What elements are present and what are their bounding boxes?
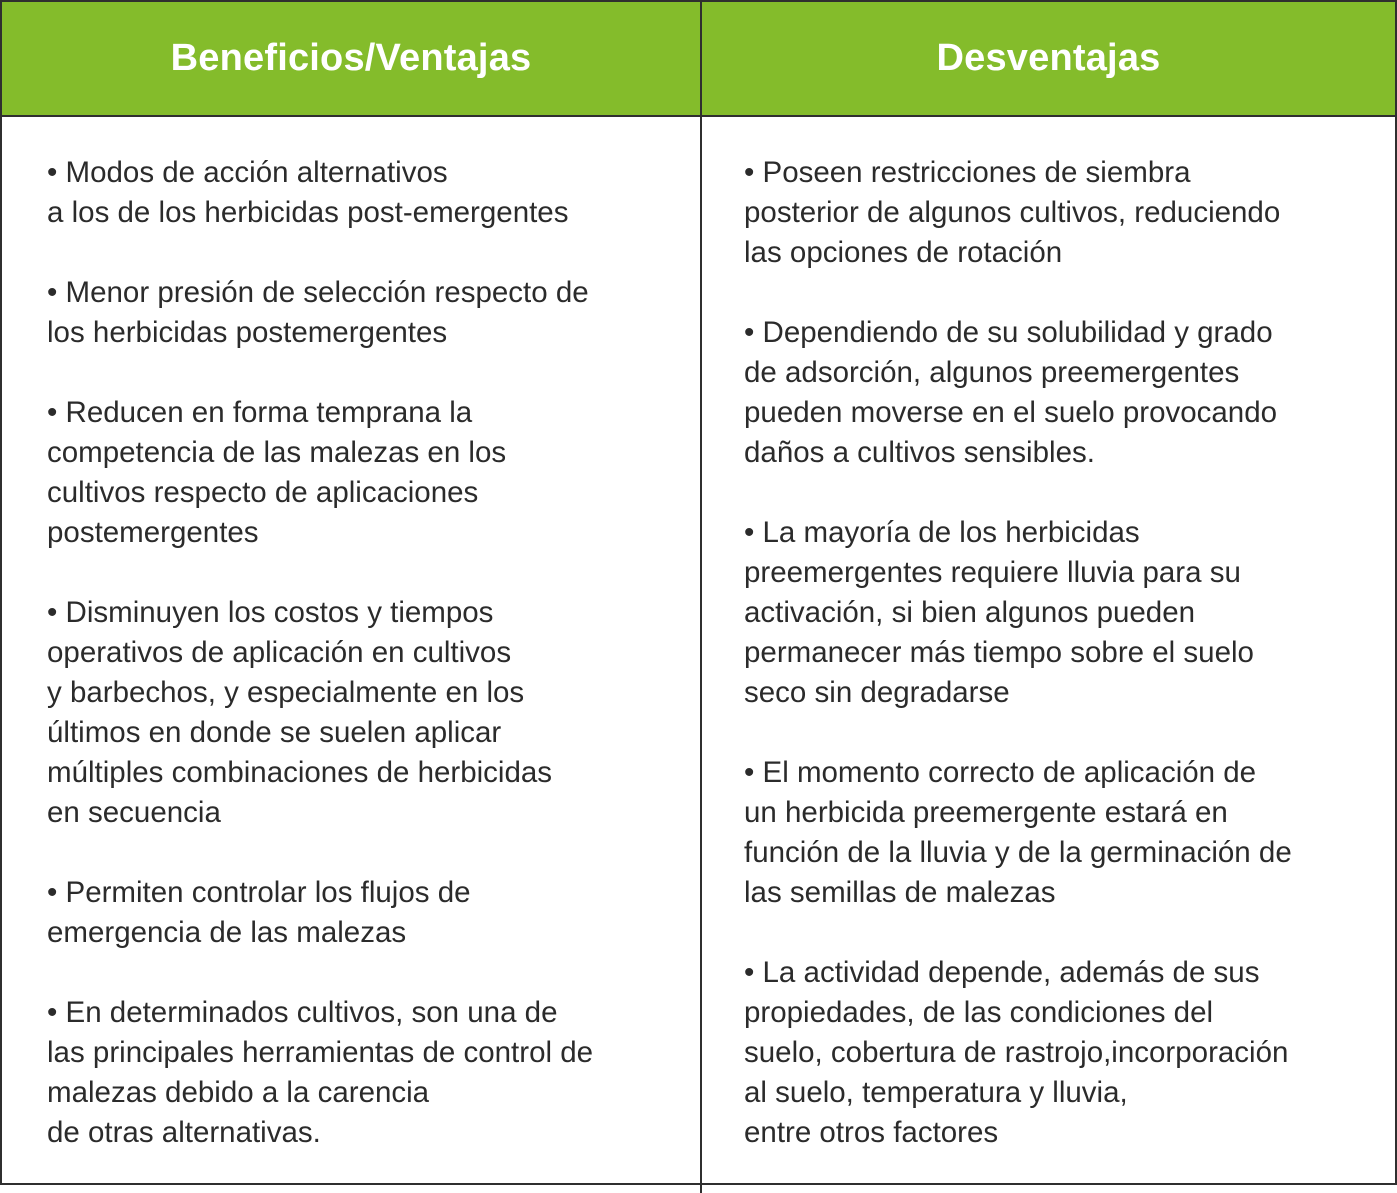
list-item-line: • Reducen en forma temprana la: [47, 396, 473, 429]
list-item-line: • Poseen restricciones de siembra: [744, 156, 1191, 189]
list-item-line: en secuencia: [47, 796, 221, 829]
list-item-line: a los de los herbicidas post-emergentes: [47, 196, 569, 229]
list-item-line: • La actividad depende, además de sus: [744, 956, 1260, 989]
list-item: [47, 273, 680, 353]
list-item-line: función de la lluvia y de la germinación de: [744, 836, 1292, 869]
header-benefits: Beneficios/Ventajas: [2, 2, 702, 117]
list-item: [744, 953, 1375, 1153]
header-disadvantages: Desventajas: [702, 2, 1395, 117]
list-item: [47, 153, 680, 233]
list-item-line: de adsorción, algunos preemergentes: [744, 356, 1240, 389]
list-item: [744, 513, 1375, 713]
list-item-line: • En determinados cultivos, son una de: [47, 996, 558, 1029]
list-item-line: propiedades, de las condiciones del: [744, 996, 1214, 1029]
list-item: [47, 393, 680, 553]
list-item-line: las semillas de malezas: [744, 876, 1056, 909]
list-item-line: • Menor presión de selección respecto de: [47, 276, 589, 309]
list-item-line: daños a cultivos sensibles.: [744, 436, 1095, 469]
list-item-line: emergencia de las malezas: [47, 916, 407, 949]
list-item-line: cultivos respecto de aplicaciones: [47, 476, 479, 509]
list-item-line: postemergentes: [47, 516, 259, 549]
list-item-line: las opciones de rotación: [744, 236, 1063, 269]
list-item-line: • Disminuyen los costos y tiempos: [47, 596, 494, 629]
list-item-line: • El momento correcto de aplicación de: [744, 756, 1257, 789]
list-item-line: • Permiten controlar los flujos de: [47, 876, 471, 909]
list-item-line: al suelo, temperatura y lluvia,: [744, 1076, 1128, 1109]
list-item-line: permanecer más tiempo sobre el suelo: [744, 636, 1254, 669]
list-item-line: los herbicidas postemergentes: [47, 316, 448, 349]
list-item: [744, 313, 1375, 473]
list-item-line: suelo, cobertura de rastrojo,incorporación: [744, 1036, 1289, 1069]
list-item: [744, 153, 1375, 273]
benefits-column: [2, 117, 702, 1193]
list-item-line: un herbicida preemergente estará en: [744, 796, 1228, 829]
disadvantages-column: [702, 117, 1395, 1193]
list-item: [744, 753, 1375, 913]
list-item-line: las principales herramientas de control de: [47, 1036, 594, 1069]
list-item-line: de otras alternativas.: [47, 1116, 321, 1149]
list-item-line: malezas debido a la carencia: [47, 1076, 430, 1109]
list-item-line: competencia de las malezas en los: [47, 436, 507, 469]
list-item-line: entre otros factores: [744, 1116, 999, 1149]
list-item-line: últimos en donde se suelen aplicar: [47, 716, 502, 749]
list-item: [47, 873, 680, 953]
list-item-line: • Dependiendo de su solubilidad y grado: [744, 316, 1273, 349]
list-item-line: y barbechos, y especialmente en los: [47, 676, 525, 709]
list-item-line: pueden moverse en el suelo provocando: [744, 396, 1278, 429]
list-item-line: • Modos de acción alternativos: [47, 156, 448, 189]
list-item-line: posterior de algunos cultivos, reduciendo: [744, 196, 1281, 229]
list-item-line: seco sin degradarse: [744, 676, 1010, 709]
list-item-line: operativos de aplicación en cultivos: [47, 636, 512, 669]
list-item-line: • La mayoría de los herbicidas: [744, 516, 1140, 549]
list-item: [47, 593, 680, 833]
list-item-line: múltiples combinaciones de herbicidas: [47, 756, 553, 789]
list-item: [47, 993, 680, 1153]
list-item-line: preemergentes requiere lluvia para su: [744, 556, 1241, 589]
list-item-line: activación, si bien algunos pueden: [744, 596, 1196, 629]
